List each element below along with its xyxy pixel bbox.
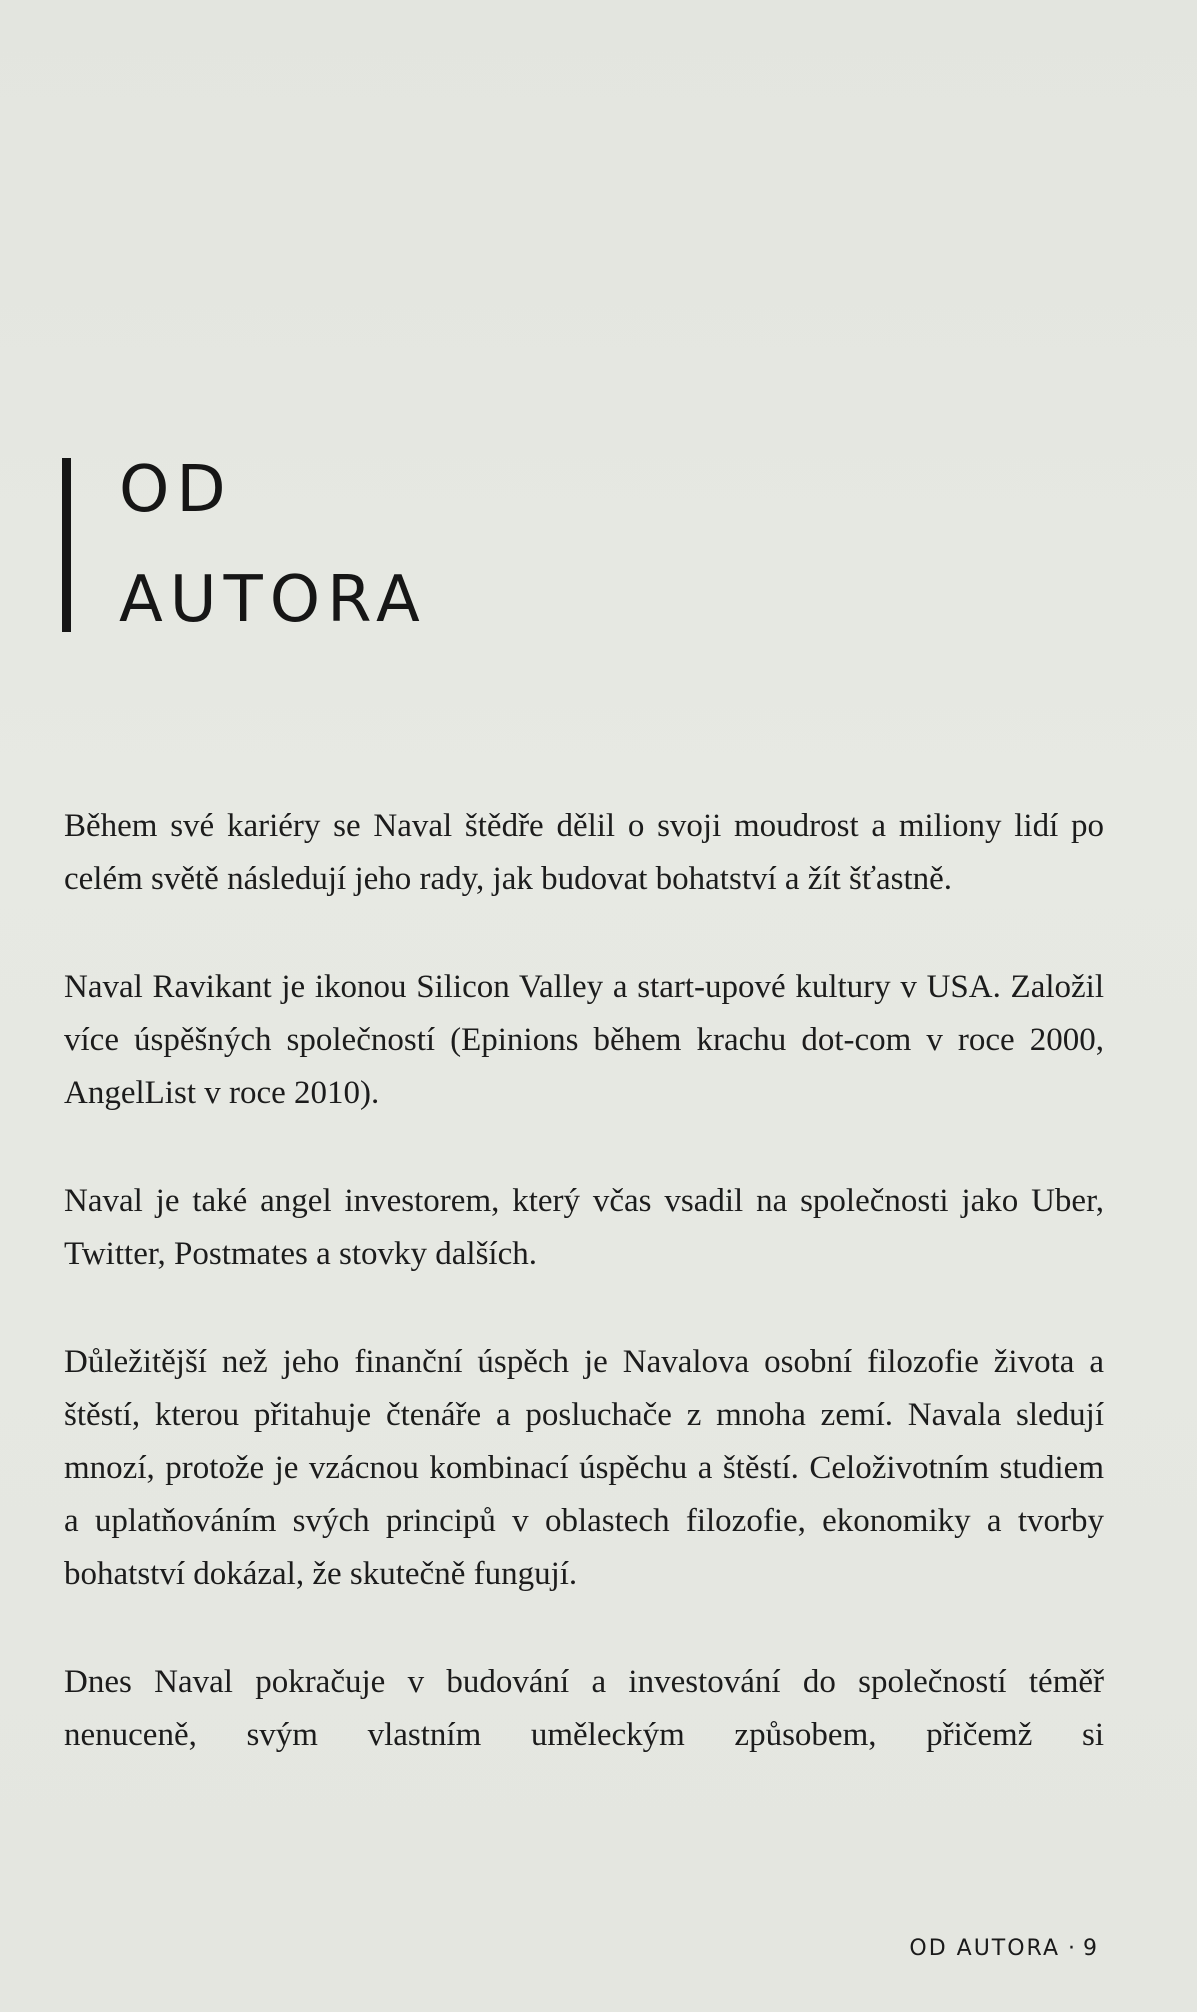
page-footer bbox=[909, 1936, 1099, 1961]
heading-line-1: OD bbox=[119, 453, 233, 527]
paragraph-4: Důležitější než jeho finanční úspěch je Navalova osobní filozofie života a štěstí, kterou přitahuje čtenáře a posluchače z mnoha zemí. Navala sledují mnozí, protože je vzácnou kombinací úspěchu a štěstí. Celoživotním studiem a uplatňováním svých principů v oblastech filozofie, ekonomiky a tvorby bohatství dokázal, že skutečně fungují. bbox=[64, 1344, 1104, 1592]
heading-line-2: AUTORA bbox=[119, 563, 427, 637]
body-text bbox=[64, 800, 1104, 1817]
chapter-heading bbox=[62, 453, 427, 637]
paragraph-5: Dnes Naval pokračuje v budování a investování do společností téměř nenuceně, svým vlastním uměleckým způsobem, přičemž si bbox=[64, 1664, 1104, 1753]
paragraph-2: Naval Ravikant je ikonou Silicon Valley a start-upové kultury v USA. Založil více úspěšných společností (Epinions během krachu dot-com v roce 2000, AngelList v roce 2010). bbox=[64, 969, 1104, 1111]
running-head: OD AUTORA bbox=[909, 1936, 1060, 1961]
heading-accent-bar bbox=[62, 458, 71, 632]
heading-text bbox=[119, 453, 427, 637]
page-number: 9 bbox=[1083, 1936, 1099, 1961]
paragraph-3: Naval je také angel investorem, který včas vsadil na společnosti jako Uber, Twitter, Postmates a stovky dalších. bbox=[64, 1183, 1104, 1272]
footer-separator: · bbox=[1068, 1936, 1077, 1961]
paragraph-1: Během své kariéry se Naval štědře dělil o svoji moudrost a miliony lidí po celém světě následují jeho rady, jak budovat bohatství a žít šťastně. bbox=[64, 808, 1104, 897]
